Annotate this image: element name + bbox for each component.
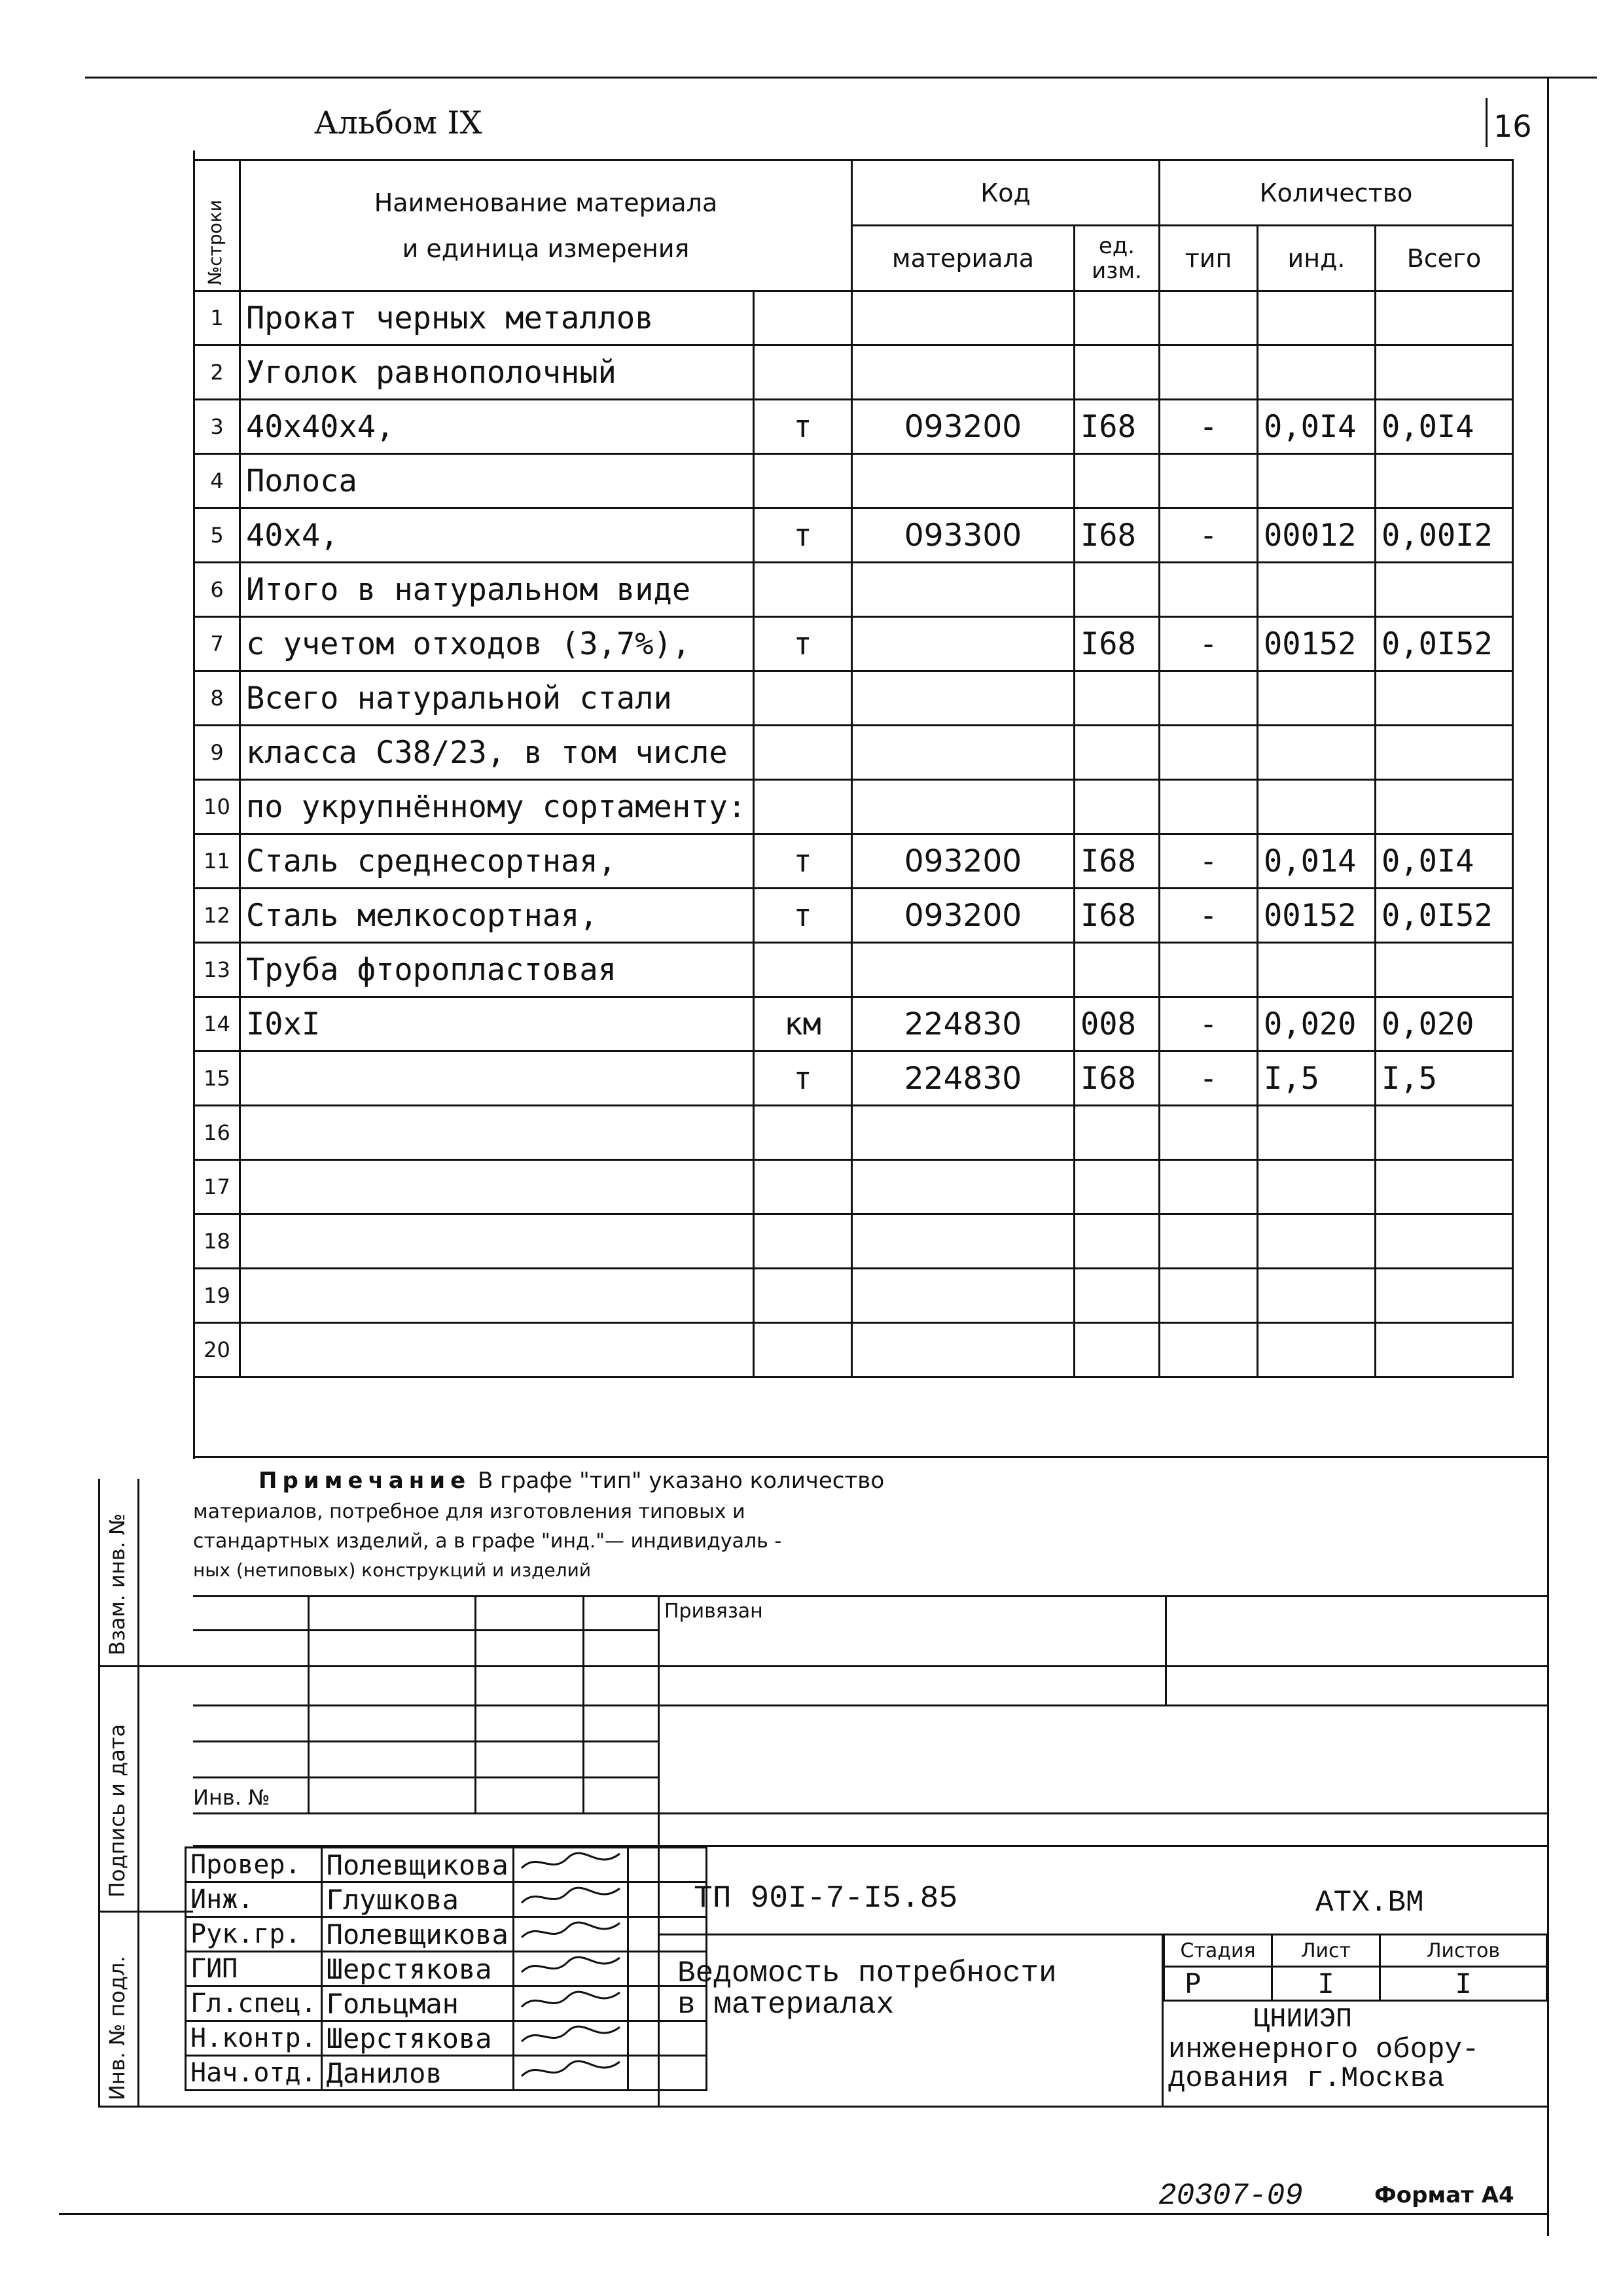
signature-mark	[518, 2057, 623, 2083]
material-name	[240, 1214, 754, 1269]
material-unit	[754, 943, 852, 997]
header-row-no-label: №строки	[204, 200, 226, 285]
unit-code	[1075, 454, 1160, 508]
stamp-line-a	[193, 1629, 658, 1631]
side-label-podpis: Подпись и дата	[105, 1723, 130, 1898]
signer-name: Полевщикова	[321, 1917, 513, 1952]
qty-total: 0,020	[1376, 997, 1513, 1051]
signature	[513, 1987, 628, 2021]
doc-title-line1: Ведомость потребности	[677, 1956, 1057, 1990]
row-number: 8	[194, 671, 240, 726]
qty-total: 0,0I52	[1376, 617, 1513, 671]
qty-total: 0,0I52	[1376, 889, 1513, 943]
material-unit	[754, 291, 852, 345]
qty-ind	[1258, 726, 1376, 780]
stamp-bottom	[185, 2106, 1548, 2108]
material-unit	[754, 1323, 852, 1377]
row-number: 5	[194, 508, 240, 563]
table-row	[194, 1269, 1513, 1323]
header-qty-type: тип	[1160, 226, 1258, 291]
sign-date	[628, 2021, 706, 2056]
table-row	[194, 345, 1513, 400]
qty-type: -	[1160, 997, 1258, 1051]
qty-total	[1376, 345, 1513, 400]
qty-ind	[1258, 1269, 1376, 1323]
signature	[513, 2056, 628, 2091]
qty-total: 0,0I4	[1376, 834, 1513, 889]
material-code	[852, 1323, 1075, 1377]
qty-type	[1160, 1160, 1258, 1214]
material-unit: т	[754, 1051, 852, 1106]
material-code: 224830	[852, 1051, 1075, 1106]
material-name: Сталь мелкосортная,	[240, 889, 754, 943]
signer-name: Данилов	[321, 2056, 513, 2091]
qty-total	[1376, 454, 1513, 508]
table-row	[194, 1160, 1513, 1214]
unit-code: I68	[1075, 834, 1160, 889]
signer-row	[186, 2056, 707, 2091]
page-number: 16	[1493, 109, 1532, 144]
material-name: Прокат черных металлов	[240, 291, 754, 345]
unit-code	[1075, 726, 1160, 780]
inv-no-label: Инв. №	[193, 1785, 270, 1810]
org-line1: ЦНИИЭП	[1253, 2004, 1353, 2035]
unit-code: I68	[1075, 400, 1160, 454]
qty-ind	[1258, 671, 1376, 726]
unit-code	[1075, 1160, 1160, 1214]
table-row	[194, 563, 1513, 617]
material-unit	[754, 726, 852, 780]
signer-row	[186, 1917, 707, 1952]
qty-ind: 00012	[1258, 508, 1376, 563]
row-number: 12	[194, 889, 240, 943]
qty-total	[1376, 291, 1513, 345]
qty-ind	[1258, 1214, 1376, 1269]
table-row	[194, 780, 1513, 834]
qty-total	[1376, 1160, 1513, 1214]
material-name	[240, 1160, 754, 1214]
row-number: 4	[194, 454, 240, 508]
qty-total	[1376, 726, 1513, 780]
qty-type	[1160, 1106, 1258, 1160]
qty-type: -	[1160, 400, 1258, 454]
sheet-label: Лист	[1272, 1935, 1380, 1967]
signature	[513, 1882, 628, 1917]
stamp-vline-1	[308, 1595, 310, 1814]
header-row-no	[194, 160, 240, 291]
table-row	[194, 1051, 1513, 1106]
sign-date	[628, 2056, 706, 2091]
unit-code	[1075, 943, 1160, 997]
material-name: с учетом отходов (3,7%),	[240, 617, 754, 671]
qty-total	[1376, 943, 1513, 997]
qty-total: I,5	[1376, 1051, 1513, 1106]
qty-type: -	[1160, 834, 1258, 889]
qty-type	[1160, 780, 1258, 834]
qty-type	[1160, 454, 1258, 508]
material-unit	[754, 671, 852, 726]
table-row	[194, 291, 1513, 345]
stamp-line-e	[193, 1776, 658, 1778]
material-name: 40x40x4,	[240, 400, 754, 454]
stamp-line-d	[193, 1740, 658, 1742]
signer-role: Инж.	[186, 1882, 322, 1917]
qty-total: 0,0I4	[1376, 400, 1513, 454]
material-unit: км	[754, 997, 852, 1051]
qty-ind	[1258, 454, 1376, 508]
material-code	[852, 1214, 1075, 1269]
signature-mark	[518, 2022, 623, 2048]
unit-code: I68	[1075, 508, 1160, 563]
qty-total: 0,00I2	[1376, 508, 1513, 563]
qty-ind: 0,014	[1258, 834, 1376, 889]
qty-ind	[1258, 943, 1376, 997]
note-line4: ных (нетиповых) конструкций и изделий	[193, 1559, 592, 1581]
signer-role: Провер.	[186, 1848, 322, 1882]
signer-role: ГИП	[186, 1952, 322, 1987]
signature-mark	[518, 1952, 623, 1979]
header-qty-ind: инд.	[1258, 226, 1376, 291]
material-unit	[754, 345, 852, 400]
signature	[513, 2021, 628, 2056]
material-name: 40x4,	[240, 508, 754, 563]
material-unit	[754, 1269, 852, 1323]
material-name	[240, 1106, 754, 1160]
header-code: Код	[852, 160, 1160, 226]
note	[193, 1456, 1548, 1595]
signer-name: Шерстякова	[321, 2021, 513, 2056]
stamp-line-c	[193, 1704, 1548, 1706]
qty-ind	[1258, 291, 1376, 345]
material-code	[852, 780, 1075, 834]
row-number: 11	[194, 834, 240, 889]
signers-table	[185, 1846, 707, 2091]
signer-name: Шерстякова	[321, 1952, 513, 1987]
material-code	[852, 726, 1075, 780]
unit-code	[1075, 1214, 1160, 1269]
signer-role: Гл.спец.	[186, 1987, 322, 2021]
note-line2: материалов, потребное для изготовления типовых и	[193, 1500, 745, 1523]
qty-type	[1160, 671, 1258, 726]
top-border	[85, 77, 1597, 79]
doc-suffix: АТХ.ВМ	[1315, 1886, 1424, 1920]
org-line2: инженерного обору-	[1168, 2034, 1480, 2066]
signature	[513, 1952, 628, 1987]
header-code-unit: ед. изм.	[1075, 226, 1160, 291]
material-name: Полоса	[240, 454, 754, 508]
qty-ind	[1258, 780, 1376, 834]
row-number: 2	[194, 345, 240, 400]
material-code	[852, 1160, 1075, 1214]
signer-name: Глушкова	[321, 1882, 513, 1917]
unit-code: I68	[1075, 1051, 1160, 1106]
row-number: 10	[194, 780, 240, 834]
signer-name: Гольцман	[321, 1987, 513, 2021]
header-quantity: Количество	[1160, 160, 1513, 226]
unit-code	[1075, 345, 1160, 400]
org-line3: дования г.Москва	[1168, 2062, 1445, 2095]
table-row	[194, 400, 1513, 454]
row-number: 17	[194, 1160, 240, 1214]
table-row	[194, 617, 1513, 671]
material-code	[852, 943, 1075, 997]
material-code	[852, 1106, 1075, 1160]
table-row	[194, 1106, 1513, 1160]
material-code	[852, 345, 1075, 400]
material-code: 224830	[852, 997, 1075, 1051]
note-label: Примечание	[259, 1468, 471, 1494]
page-number-divider	[1486, 98, 1488, 147]
material-code: 093300	[852, 508, 1075, 563]
row-number: 14	[194, 997, 240, 1051]
qty-ind	[1258, 1160, 1376, 1214]
material-code	[852, 291, 1075, 345]
qty-type	[1160, 943, 1258, 997]
footer-format: Формат А4	[1374, 2182, 1514, 2208]
row-number: 9	[194, 726, 240, 780]
qty-total	[1376, 1106, 1513, 1160]
stage-label: Стадия	[1164, 1935, 1272, 1967]
material-name: I0xI	[240, 997, 754, 1051]
signer-row	[186, 1882, 707, 1917]
note-line3: стандартных изделий, а в графе "инд."— индивидуаль -	[193, 1530, 782, 1553]
qty-ind	[1258, 1106, 1376, 1160]
bottom-border	[59, 2213, 1548, 2215]
table-row	[194, 1323, 1513, 1377]
material-name: по укрупнённому сортаменту:	[240, 780, 754, 834]
side-label-inv: Инв. № подл.	[105, 1956, 130, 2100]
material-name: Итого в натуральном виде	[240, 563, 754, 617]
stamp-vline-5	[1165, 1595, 1167, 1706]
qty-type	[1160, 345, 1258, 400]
signer-row	[186, 1952, 707, 1987]
qty-total	[1376, 563, 1513, 617]
unit-code: I68	[1075, 889, 1160, 943]
unit-code	[1075, 563, 1160, 617]
unit-code: 008	[1075, 997, 1160, 1051]
unit-code	[1075, 1106, 1160, 1160]
table-row	[194, 671, 1513, 726]
material-code	[852, 617, 1075, 671]
signer-row	[186, 1987, 707, 2021]
sheets-value: I	[1380, 1967, 1547, 2001]
table-row	[194, 834, 1513, 889]
side-label-vzam: Взам. инв. №	[105, 1513, 130, 1655]
qty-total	[1376, 1323, 1513, 1377]
qty-type: -	[1160, 617, 1258, 671]
table-row	[194, 454, 1513, 508]
material-unit	[754, 1214, 852, 1269]
qty-type	[1160, 1269, 1258, 1323]
header-name	[240, 160, 852, 291]
table-row	[194, 726, 1513, 780]
left-border-outer	[98, 1479, 100, 2107]
row-number: 1	[194, 291, 240, 345]
row-number: 19	[194, 1269, 240, 1323]
row-number: 20	[194, 1323, 240, 1377]
row-number: 13	[194, 943, 240, 997]
signature-mark	[518, 1883, 623, 1909]
qty-ind: 0,0I4	[1258, 400, 1376, 454]
signature	[513, 1848, 628, 1882]
side-bottom	[98, 2106, 193, 2108]
material-name: Сталь среднесортная,	[240, 834, 754, 889]
header-qty-total: Всего	[1376, 226, 1513, 291]
unit-code	[1075, 780, 1160, 834]
material-unit: т	[754, 889, 852, 943]
material-code	[852, 454, 1075, 508]
table-row	[194, 943, 1513, 997]
row-number: 6	[194, 563, 240, 617]
material-unit	[754, 1160, 852, 1214]
signer-row	[186, 1848, 707, 1882]
qty-total	[1376, 780, 1513, 834]
qty-type	[1160, 1323, 1258, 1377]
album-title: Альбом IX	[314, 105, 482, 141]
qty-ind: 0,020	[1258, 997, 1376, 1051]
stamp-line-b	[193, 1665, 1548, 1667]
stamp-top	[193, 1595, 1548, 1597]
sheets-label: Листов	[1380, 1935, 1547, 1967]
qty-type	[1160, 563, 1258, 617]
material-name: класса С38/23, в том числе	[240, 726, 754, 780]
doc-code: ТП 90I-7-I5.85	[694, 1881, 958, 1916]
table-row	[194, 1214, 1513, 1269]
signature-mark	[518, 1987, 623, 2013]
material-name	[240, 1323, 754, 1377]
note-line1: В графе "тип" указано количество	[477, 1468, 885, 1494]
qty-type: -	[1160, 889, 1258, 943]
table-row	[194, 889, 1513, 943]
unit-code	[1075, 1323, 1160, 1377]
unit-code	[1075, 671, 1160, 726]
material-unit	[754, 780, 852, 834]
material-unit: т	[754, 400, 852, 454]
qty-total	[1376, 1269, 1513, 1323]
qty-type	[1160, 1214, 1258, 1269]
material-unit	[754, 454, 852, 508]
qty-ind	[1258, 345, 1376, 400]
unit-code	[1075, 291, 1160, 345]
qty-ind: I,5	[1258, 1051, 1376, 1106]
material-code	[852, 671, 1075, 726]
qty-ind: 00152	[1258, 617, 1376, 671]
side-col-right	[137, 1479, 139, 2107]
materials-table	[193, 159, 1514, 1378]
material-code	[852, 1269, 1075, 1323]
sheet-value: I	[1272, 1967, 1380, 2001]
row-number: 16	[194, 1106, 240, 1160]
side-sep-2	[98, 1911, 193, 1913]
header-name-line2: и единица измерения	[402, 234, 690, 263]
material-name: Всего натуральной стали	[240, 671, 754, 726]
doc-title-line2: в материалах	[677, 1988, 895, 2022]
signer-role: Рук.гр.	[186, 1917, 322, 1952]
row-number: 18	[194, 1214, 240, 1269]
material-unit	[754, 563, 852, 617]
material-code	[852, 563, 1075, 617]
stage-table	[1163, 1934, 1548, 2002]
material-unit: т	[754, 834, 852, 889]
stamp-line-f	[193, 1812, 1548, 1814]
material-code: 093200	[852, 834, 1075, 889]
material-code: 093200	[852, 400, 1075, 454]
material-name: Труба фторопластовая	[240, 943, 754, 997]
table-row	[194, 508, 1513, 563]
qty-type	[1160, 726, 1258, 780]
unit-code: I68	[1075, 617, 1160, 671]
qty-ind	[1258, 563, 1376, 617]
material-unit: т	[754, 617, 852, 671]
signer-role: Нач.отд.	[186, 2056, 322, 2091]
material-code: 093200	[852, 889, 1075, 943]
row-number: 15	[194, 1051, 240, 1106]
qty-ind: 00152	[1258, 889, 1376, 943]
signature	[513, 1917, 628, 1952]
signer-role: Н.контр.	[186, 2021, 322, 2056]
header-code-material: материала	[852, 226, 1075, 291]
unit-code	[1075, 1269, 1160, 1323]
signer-name: Полевщикова	[321, 1848, 513, 1882]
material-name: Уголок равнополочный	[240, 345, 754, 400]
qty-type: -	[1160, 508, 1258, 563]
right-border	[1547, 77, 1549, 2236]
signature-mark	[518, 1848, 623, 1875]
side-sep-1	[98, 1665, 193, 1667]
stamp-vline-3	[582, 1595, 584, 1814]
material-name	[240, 1269, 754, 1323]
footer-number: 20307-09	[1158, 2179, 1303, 2213]
qty-type	[1160, 291, 1258, 345]
row-number: 3	[194, 400, 240, 454]
table-row	[194, 997, 1513, 1051]
privyazan-label: Привязан	[664, 1600, 763, 1623]
material-name	[240, 1051, 754, 1106]
qty-total	[1376, 671, 1513, 726]
material-unit	[754, 1106, 852, 1160]
signer-row	[186, 2021, 707, 2056]
stage-value: Р	[1164, 1967, 1272, 2001]
row-number: 7	[194, 617, 240, 671]
material-unit: т	[754, 508, 852, 563]
signature-mark	[518, 1918, 623, 1944]
sign-date	[628, 1848, 706, 1882]
header-name-line1: Наименование материала	[374, 188, 718, 217]
qty-total	[1376, 1214, 1513, 1269]
qty-ind	[1258, 1323, 1376, 1377]
stamp-vline-2	[474, 1595, 476, 1814]
qty-type: -	[1160, 1051, 1258, 1106]
